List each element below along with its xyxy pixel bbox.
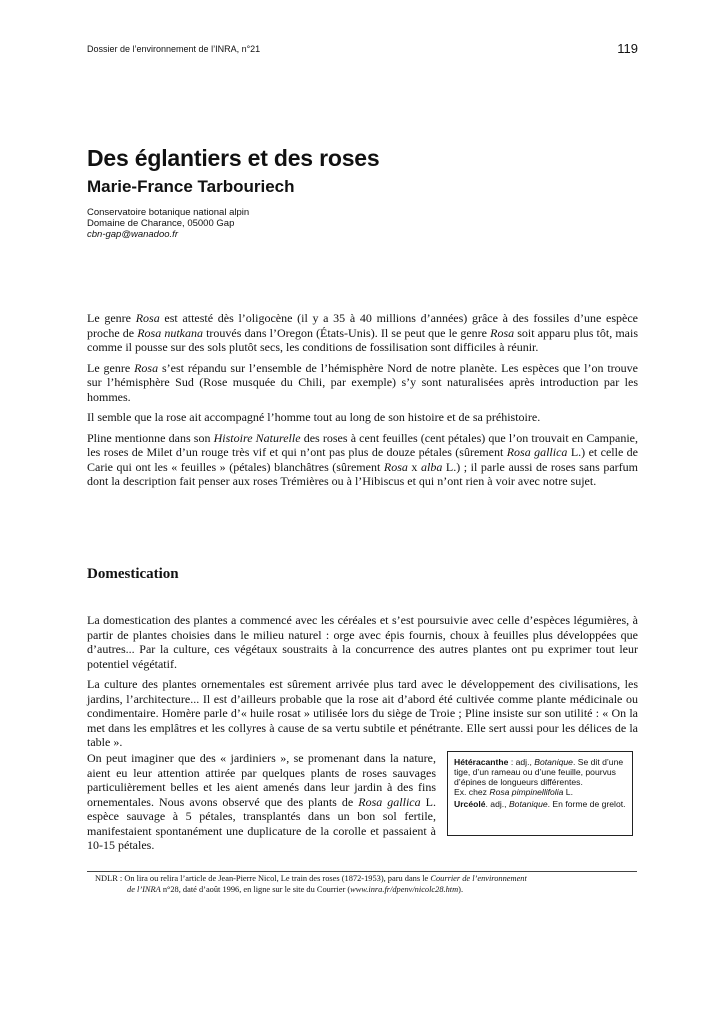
affiliation-email: cbn-gap@wanadoo.fr [87,229,178,240]
section-heading-domestication: Domestication [87,566,179,582]
footnote: NDLR : On lira ou relira l’article de Jean-Pierre Nicol, Le train des roses (1872-1953), paru dans le Courrier de l’environnement de l’INRA n°28, daté d’août 1996, en ligne sur le site du Courrier (www.inra.fr/dpenv/nicolc28.htm). [95,874,527,894]
glossary-entry-heteracanthe: Hétéracanthe : adj., Botanique. Se dit d’une tige, d’un rameau ou d’une feuille, pourvus d’épines de longueurs différentes. Ex. chez Rosa pimpinellifolia L. [454,757,624,797]
intro-paragraph-4: Pline mentionne dans son Histoire Naturelle des roses à cent feuilles (cent pétales) que l’on trouvait en Campanie, les roses de Milet d’un rouge très vif et qui n’ont pas plus de douze pétales (sûrement Rosa gallica L.) et celle de Carie qui ont les « feuilles » (pétales) blanchâtres (sûrement Rosa x alba L.) ; il parle aussi de roses sans parfum dont la description fait penser aux roses Trémières ou à l’Hibiscus et qui n’ont rien à voir avec notre sujet. [87,430,639,488]
author-name: Marie-France Tarbouriech [87,177,295,196]
affiliation-institution: Conservatoire botanique national alpin [87,207,250,218]
glossary-box [447,751,633,836]
glossary-entry-urceole: Urcéolé. adj., Botanique. En forme de grelot. [454,799,626,809]
intro-paragraph-3: Il semble que la rose ait accompagné l’homme tout au long de son histoire et de sa préhistoire. [87,410,541,424]
footnote-url[interactable]: www.inra.fr/dpenv/nicolc28.htm [350,884,459,894]
running-header: Dossier de l’environnement de l’INRA, n°21 [87,44,261,54]
footnote-divider [87,871,637,872]
domestication-paragraph-1: La domestication des plantes a commencé avec les céréales et s’est poursuivie avec celle d’espèces légumières, à partir de plantes choisies dans le milieu naturel : orge avec épis fournis, choux à feuilles plus développées que d’autres... Par la culture, ces végétaux soustraits à la concurrence des autres plantes ont pu exprimer tout leur potentiel végétatif. [87,613,638,671]
affiliation-address: Domaine de Charance, 05000 Gap [87,218,235,229]
affiliation-block [87,207,249,240]
intro-paragraph-2: Le genre Rosa s’est répandu sur l’ensemble de l’hémisphère Nord de notre planète. Les espèces que l’on trouve sur l’hémisphère Sud (Rose musquée du Chili, par exemple) s’y sont naturalisées après introduction par les hommes. [87,360,638,404]
article-title: Des églantiers et des roses [87,145,380,171]
intro-text [87,311,638,495]
domestication-text [87,613,638,756]
domestication-paragraph-3: On peut imaginer que des « jardiniers », se promenant dans la nature, aient eu leur attention attirée par quelques plants de roses sauvages particulièrement belles et les aient amenés dans leur jardin à des fins ornementales. Nous avons observé que des plants de Rosa gallica L. espèce sauvage à 5 pétales, transplantés dans un bon sol fertile, manifestaient spontanément une duplicature de la corolle et passaient à 10-15 pétales. [87,751,436,852]
domestication-paragraph-2: La culture des plantes ornementales est sûrement arrivée plus tard avec le développement des civilisations, les jardins, l’architecture... Il est d’ailleurs probable que la rose ait d’abord été cultivée comme plante médicinale ou condimentaire. Homère parle d’« huile rosat » utilisée lors du siège de Troie ; Pline insiste sur son utilité : « On la met dans les emplâtres et les collyres à cause de sa vertu subtile et pénétrante. Elle sert aussi pour les délices de la table ». [87,677,638,749]
intro-paragraph-1: Le genre Rosa est attesté dès l’oligocène (il y a 35 à 40 millions d’années) grâce à des fossiles d’une espèce proche de Rosa nutkana trouvés dans l’Oregon (États-Unis). Il se peut que le genre Rosa soit apparu plus tôt, mais comme il pousse sur des sols plutôt secs, les conditions de fossilisation sont difficiles à réunir. [87,311,639,354]
page-number: 119 [617,41,638,56]
